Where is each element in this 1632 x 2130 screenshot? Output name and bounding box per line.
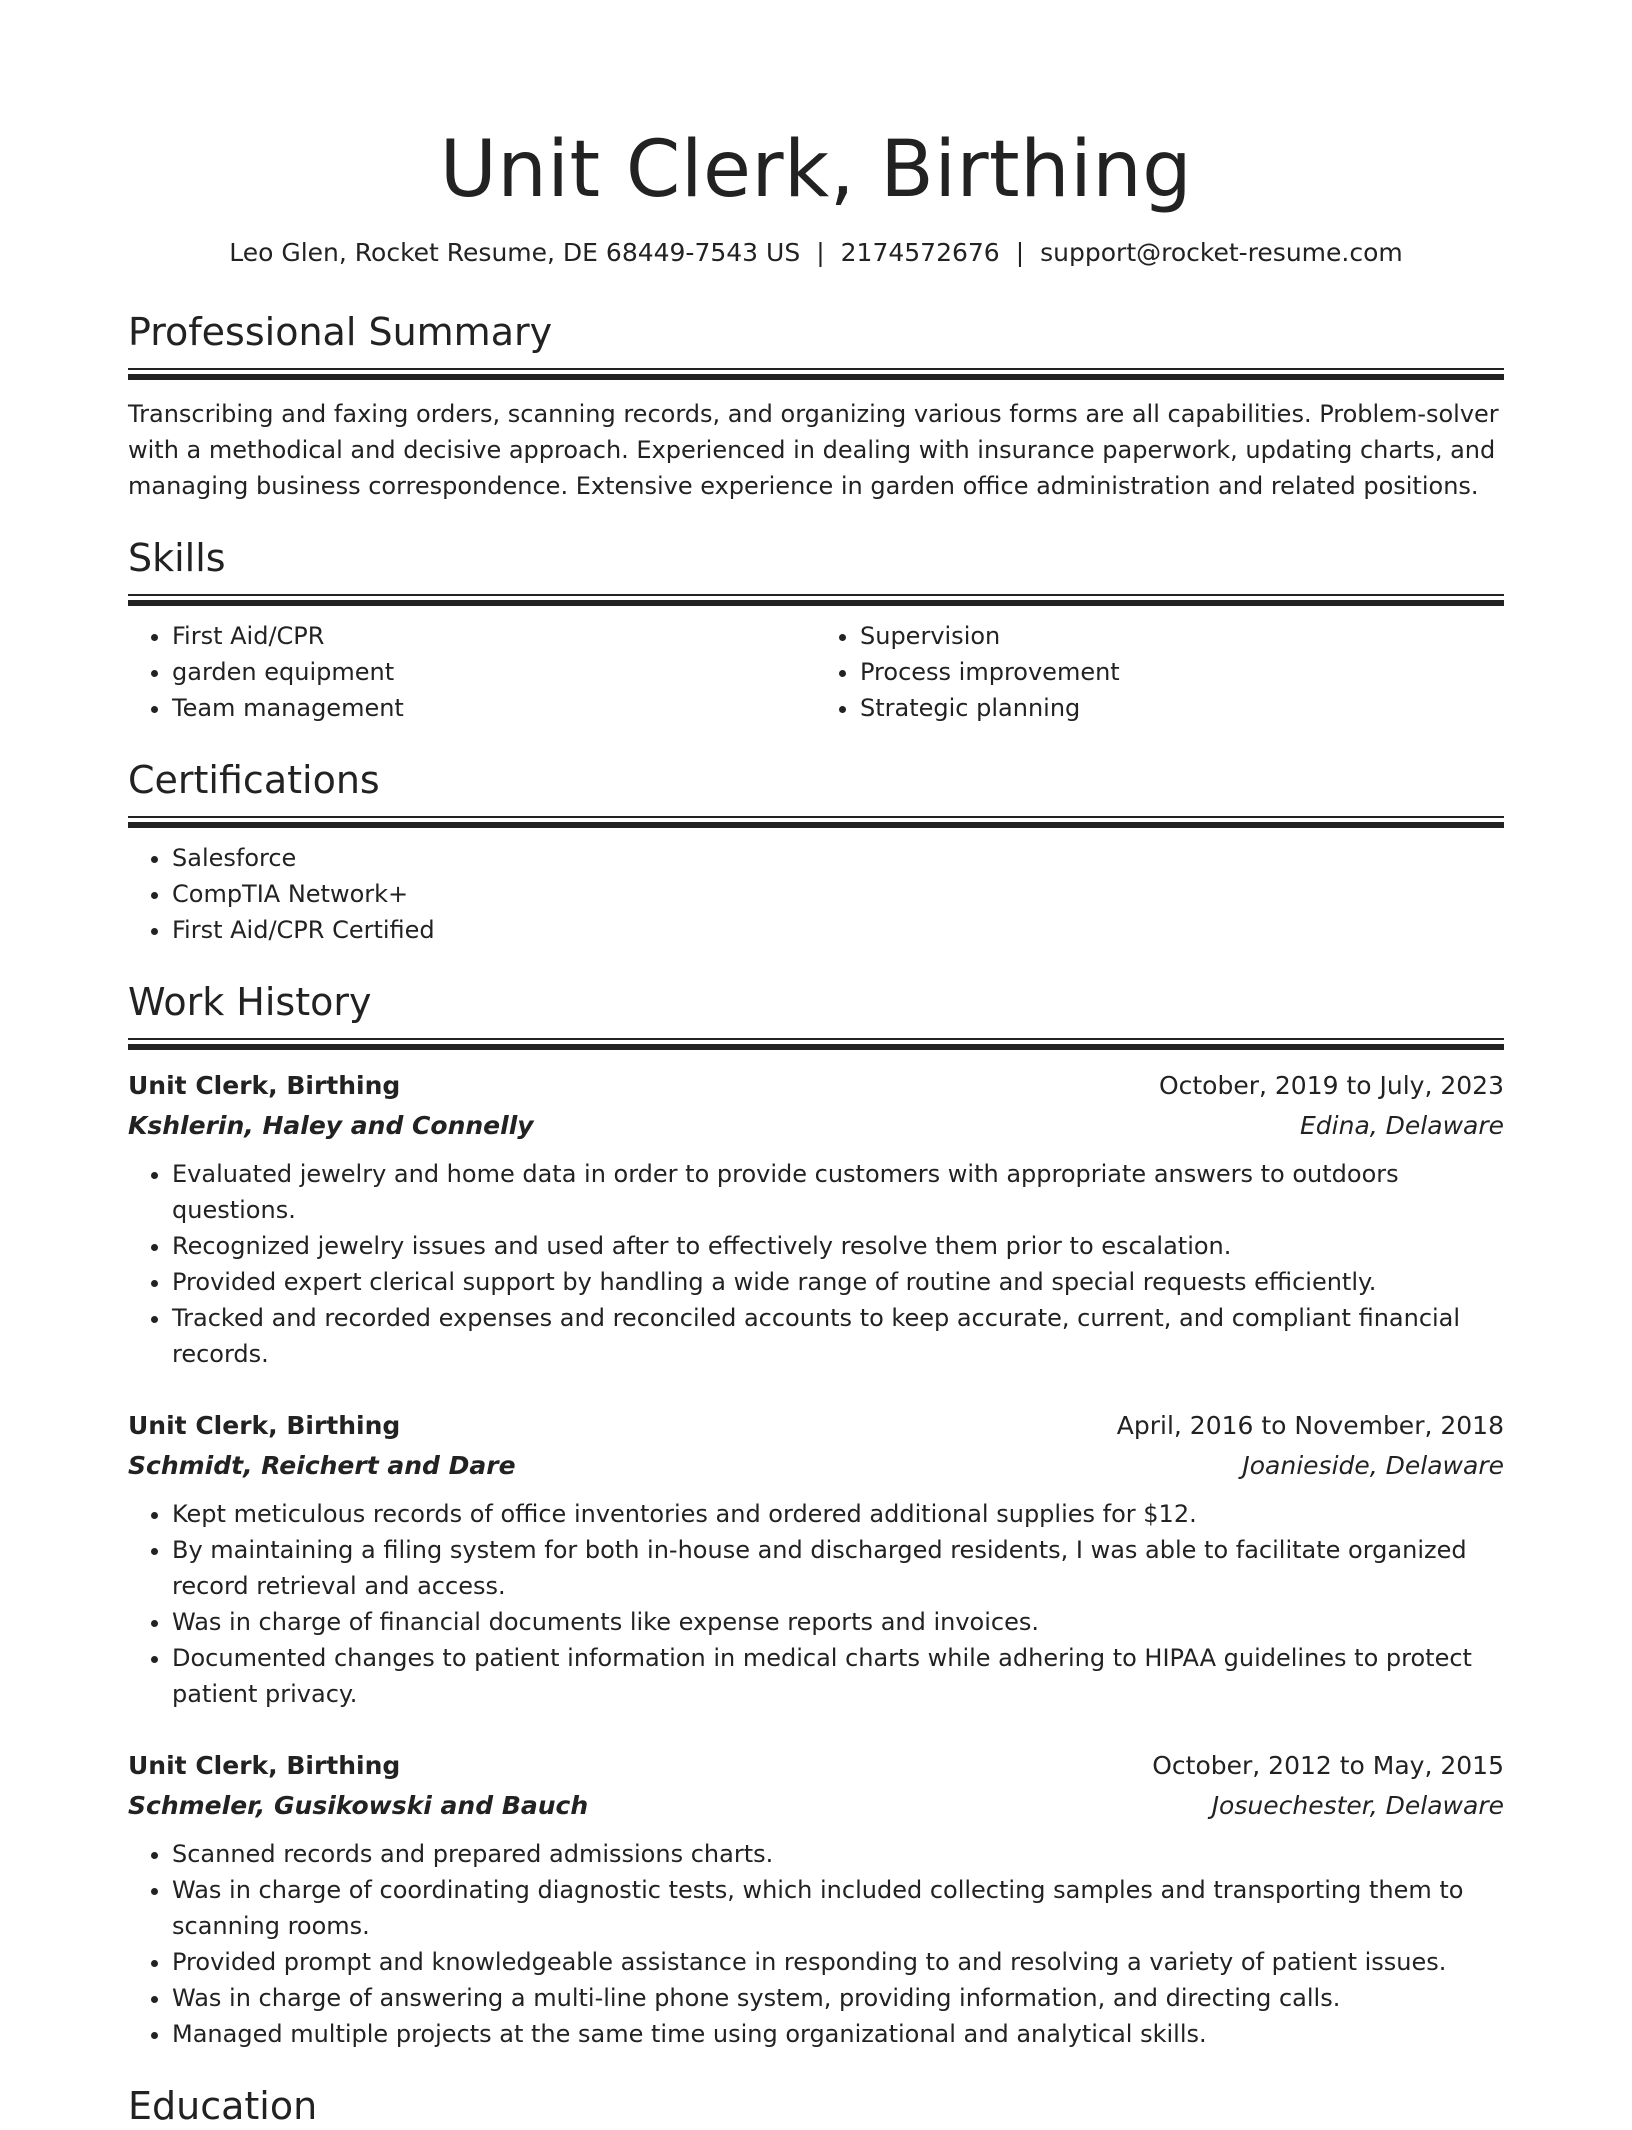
certifications-section bbox=[128, 756, 1504, 948]
summary-section bbox=[128, 308, 1504, 504]
skills-grid bbox=[128, 608, 1504, 726]
job-company-row bbox=[128, 1106, 1504, 1146]
job-title: Unit Clerk, Birthing bbox=[128, 1411, 401, 1440]
contact-line bbox=[128, 236, 1504, 270]
job-entry bbox=[128, 1746, 1504, 2052]
contact-email: support@rocket-resume.com bbox=[1040, 238, 1403, 267]
job-company-row bbox=[128, 1446, 1504, 1486]
skill-item: • Team management bbox=[172, 690, 816, 726]
job-bullet: • Scanned records and prepared admissions charts. bbox=[172, 1836, 1504, 1872]
job-header-row bbox=[128, 1746, 1504, 1786]
work-history-section bbox=[128, 978, 1504, 2052]
resume-name: Unit Clerk, Birthing bbox=[439, 125, 1193, 215]
certifications-list bbox=[128, 840, 1504, 948]
job-bullets bbox=[128, 1836, 1504, 2052]
contact-separator: | bbox=[1015, 238, 1025, 267]
certification-item: • Salesforce bbox=[172, 840, 1504, 876]
job-bullet: • By maintaining a filing system for both in-house and discharged residents, I was able to facilitate organized record retrieval and access. bbox=[172, 1532, 1504, 1604]
job-dates: October, 2019 to July, 2023 bbox=[1158, 1071, 1504, 1100]
skill-item: • Process improvement bbox=[860, 654, 1504, 690]
contact-separator: | bbox=[816, 238, 825, 267]
job-bullet: • Was in charge of financial documents like expense reports and invoices. bbox=[172, 1604, 1504, 1640]
job-bullet: • Was in charge of coordinating diagnostic tests, which included collecting samples and transporting them to scanning rooms. bbox=[172, 1872, 1504, 1944]
job-bullet: • Was in charge of answering a multi-line phone system, providing information, and directing calls. bbox=[172, 1980, 1504, 2016]
certification-item: • First Aid/CPR Certified bbox=[172, 912, 1504, 948]
job-bullet: • Kept meticulous records of office inventories and ordered additional supplies for $12. bbox=[172, 1496, 1504, 1532]
section-divider bbox=[128, 594, 1504, 608]
skill-item: • Supervision bbox=[860, 618, 1504, 654]
skills-list-left bbox=[128, 618, 816, 726]
section-divider bbox=[128, 368, 1504, 382]
skill-item: • First Aid/CPR bbox=[172, 618, 816, 654]
job-location: Josuechester, Delaware bbox=[1211, 1791, 1504, 1820]
job-entry bbox=[128, 1066, 1504, 1372]
certification-item: • CompTIA Network+ bbox=[172, 876, 1504, 912]
summary-text: Transcribing and faxing orders, scanning records, and organizing various forms are all capabilities. Problem-solver with a methodical and decisive approach. Experienced in dealing with insurance paperwork, updating charts, and managing business correspondence. Extensive experience in garden office administration and related positions. bbox=[128, 400, 1499, 500]
job-bullet: • Provided prompt and knowledgeable assistance in responding to and resolving a variety of patient issues. bbox=[172, 1944, 1504, 1980]
skills-section bbox=[128, 534, 1504, 726]
section-divider bbox=[128, 816, 1504, 830]
job-bullets bbox=[128, 1496, 1504, 1712]
section-title-work-history: Work History bbox=[128, 980, 372, 1024]
job-location: Edina, Delaware bbox=[1300, 1111, 1504, 1140]
job-bullet: • Documented changes to patient information in medical charts while adhering to HIPAA guidelines to protect patient privacy. bbox=[172, 1640, 1504, 1712]
job-company: Kshlerin, Haley and Connelly bbox=[128, 1111, 534, 1140]
job-bullet: • Evaluated jewelry and home data in order to provide customers with appropriate answers to outdoors questions. bbox=[172, 1156, 1504, 1228]
job-company: Schmidt, Reichert and Dare bbox=[128, 1451, 516, 1480]
education-section bbox=[128, 2082, 1504, 2130]
job-header-row bbox=[128, 1406, 1504, 1446]
job-header-row bbox=[128, 1066, 1504, 1106]
job-bullets bbox=[128, 1156, 1504, 1372]
skills-list-right bbox=[816, 618, 1504, 726]
contact-phone: 2174572676 bbox=[840, 238, 1000, 267]
job-entry bbox=[128, 1406, 1504, 1712]
job-company: Schmeler, Gusikowski and Bauch bbox=[128, 1791, 589, 1820]
contact-address: Leo Glen, Rocket Resume, DE 68449-7543 US bbox=[229, 238, 801, 267]
job-bullet: • Provided expert clerical support by handling a wide range of routine and special requests efficiently. bbox=[172, 1264, 1504, 1300]
job-bullet: • Managed multiple projects at the same time using organizational and analytical skills. bbox=[172, 2016, 1504, 2052]
job-company-row bbox=[128, 1786, 1504, 1826]
job-location: Joanieside, Delaware bbox=[1242, 1451, 1504, 1480]
job-bullet: • Tracked and recorded expenses and reconciled accounts to keep accurate, current, and compliant financial records. bbox=[172, 1300, 1504, 1372]
section-divider bbox=[128, 1038, 1504, 1052]
job-title: Unit Clerk, Birthing bbox=[128, 1071, 401, 1100]
section-title-certifications: Certifications bbox=[128, 758, 380, 802]
job-dates: April, 2016 to November, 2018 bbox=[1116, 1411, 1504, 1440]
job-bullet: • Recognized jewelry issues and used after to effectively resolve them prior to escalation. bbox=[172, 1228, 1504, 1264]
section-title-skills: Skills bbox=[128, 536, 226, 580]
job-dates: October, 2012 to May, 2015 bbox=[1152, 1751, 1504, 1780]
job-title: Unit Clerk, Birthing bbox=[128, 1751, 401, 1780]
section-title-summary: Professional Summary bbox=[128, 310, 553, 354]
skill-item: • Strategic planning bbox=[860, 690, 1504, 726]
skill-item: • garden equipment bbox=[172, 654, 816, 690]
section-title-education: Education bbox=[128, 2084, 318, 2128]
